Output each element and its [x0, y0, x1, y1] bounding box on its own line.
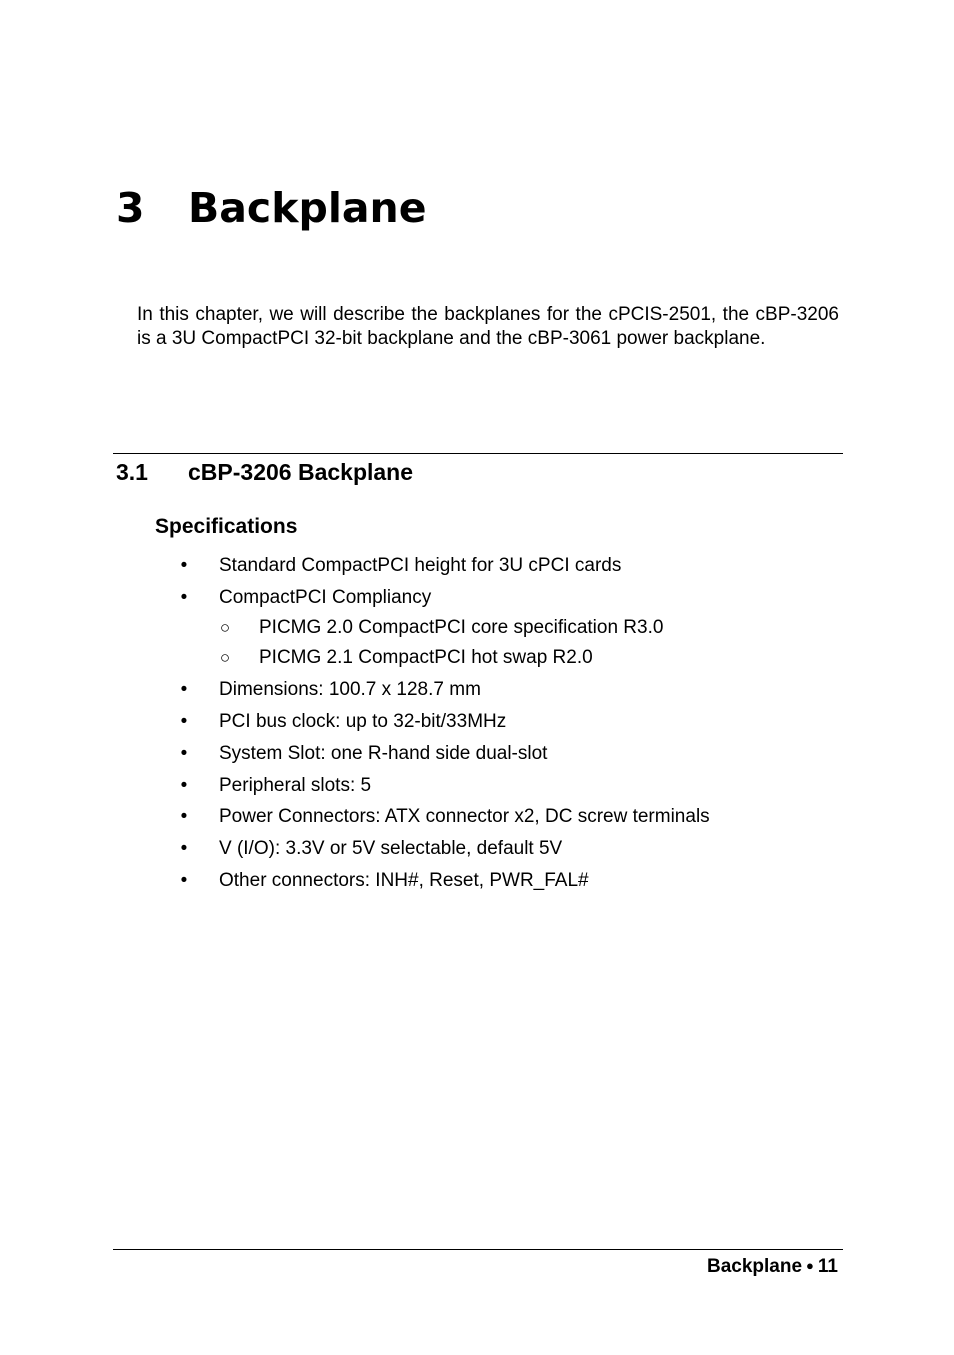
- footer-divider: [113, 1249, 843, 1250]
- bullet-icon: •: [180, 555, 188, 576]
- list-item-text: Power Connectors: ATX connector x2, DC screw terminals: [219, 806, 710, 827]
- list-item-text: Dimensions: 100.7 x 128.7 mm: [219, 679, 481, 700]
- section-title: cBP-3206 Backplane: [188, 459, 414, 485]
- page-footer: [707, 1253, 838, 1280]
- list-item-text: Standard CompactPCI height for 3U cPCI cards: [219, 555, 622, 576]
- list-item-text: System Slot: one R-hand side dual-slot: [219, 743, 548, 764]
- page-number: 11: [817, 1256, 838, 1277]
- intro-paragraph: In this chapter, we will describe the backplanes for the cPCIS-2501, the cBP-3206 is a 3U CompactPCI 32-bit backplane and the cBP-3061 power backplane.: [137, 304, 839, 349]
- bullet-icon: •: [180, 838, 188, 859]
- bullet-icon: •: [180, 679, 188, 700]
- section-divider: [113, 453, 843, 454]
- bullet-icon: •: [180, 711, 188, 732]
- chapter-number: 3: [116, 184, 145, 232]
- list-item-text: CompactPCI Compliancy: [219, 587, 432, 608]
- footer-separator-icon: ●: [806, 1258, 814, 1273]
- list-item-text: Peripheral slots: 5: [219, 775, 372, 796]
- footer-label: Backplane: [707, 1256, 803, 1277]
- list-item-text: Other connectors: INH#, Reset, PWR_FAL#: [219, 870, 589, 891]
- chapter-title: Backplane: [188, 184, 427, 232]
- bullet-icon: •: [180, 806, 188, 827]
- circle-bullet-icon: ○: [219, 618, 231, 637]
- bullet-icon: •: [180, 587, 188, 608]
- sub-list-item-text: PICMG 2.1 CompactPCI hot swap R2.0: [259, 647, 593, 668]
- section-heading: [116, 457, 413, 487]
- circle-bullet-icon: ○: [219, 648, 231, 667]
- sub-list-item-text: PICMG 2.0 CompactPCI core specification R3.0: [259, 617, 664, 638]
- specifications-heading: Specifications: [155, 515, 298, 538]
- bullet-icon: •: [180, 743, 188, 764]
- list-item-text: V (I/O): 3.3V or 5V selectable, default 5V: [219, 838, 563, 859]
- chapter-heading: [116, 180, 427, 236]
- list-item-text: PCI bus clock: up to 32-bit/33MHz: [219, 711, 507, 732]
- bullet-icon: •: [180, 870, 188, 891]
- section-number: 3.1: [116, 459, 148, 485]
- bullet-icon: •: [180, 775, 188, 796]
